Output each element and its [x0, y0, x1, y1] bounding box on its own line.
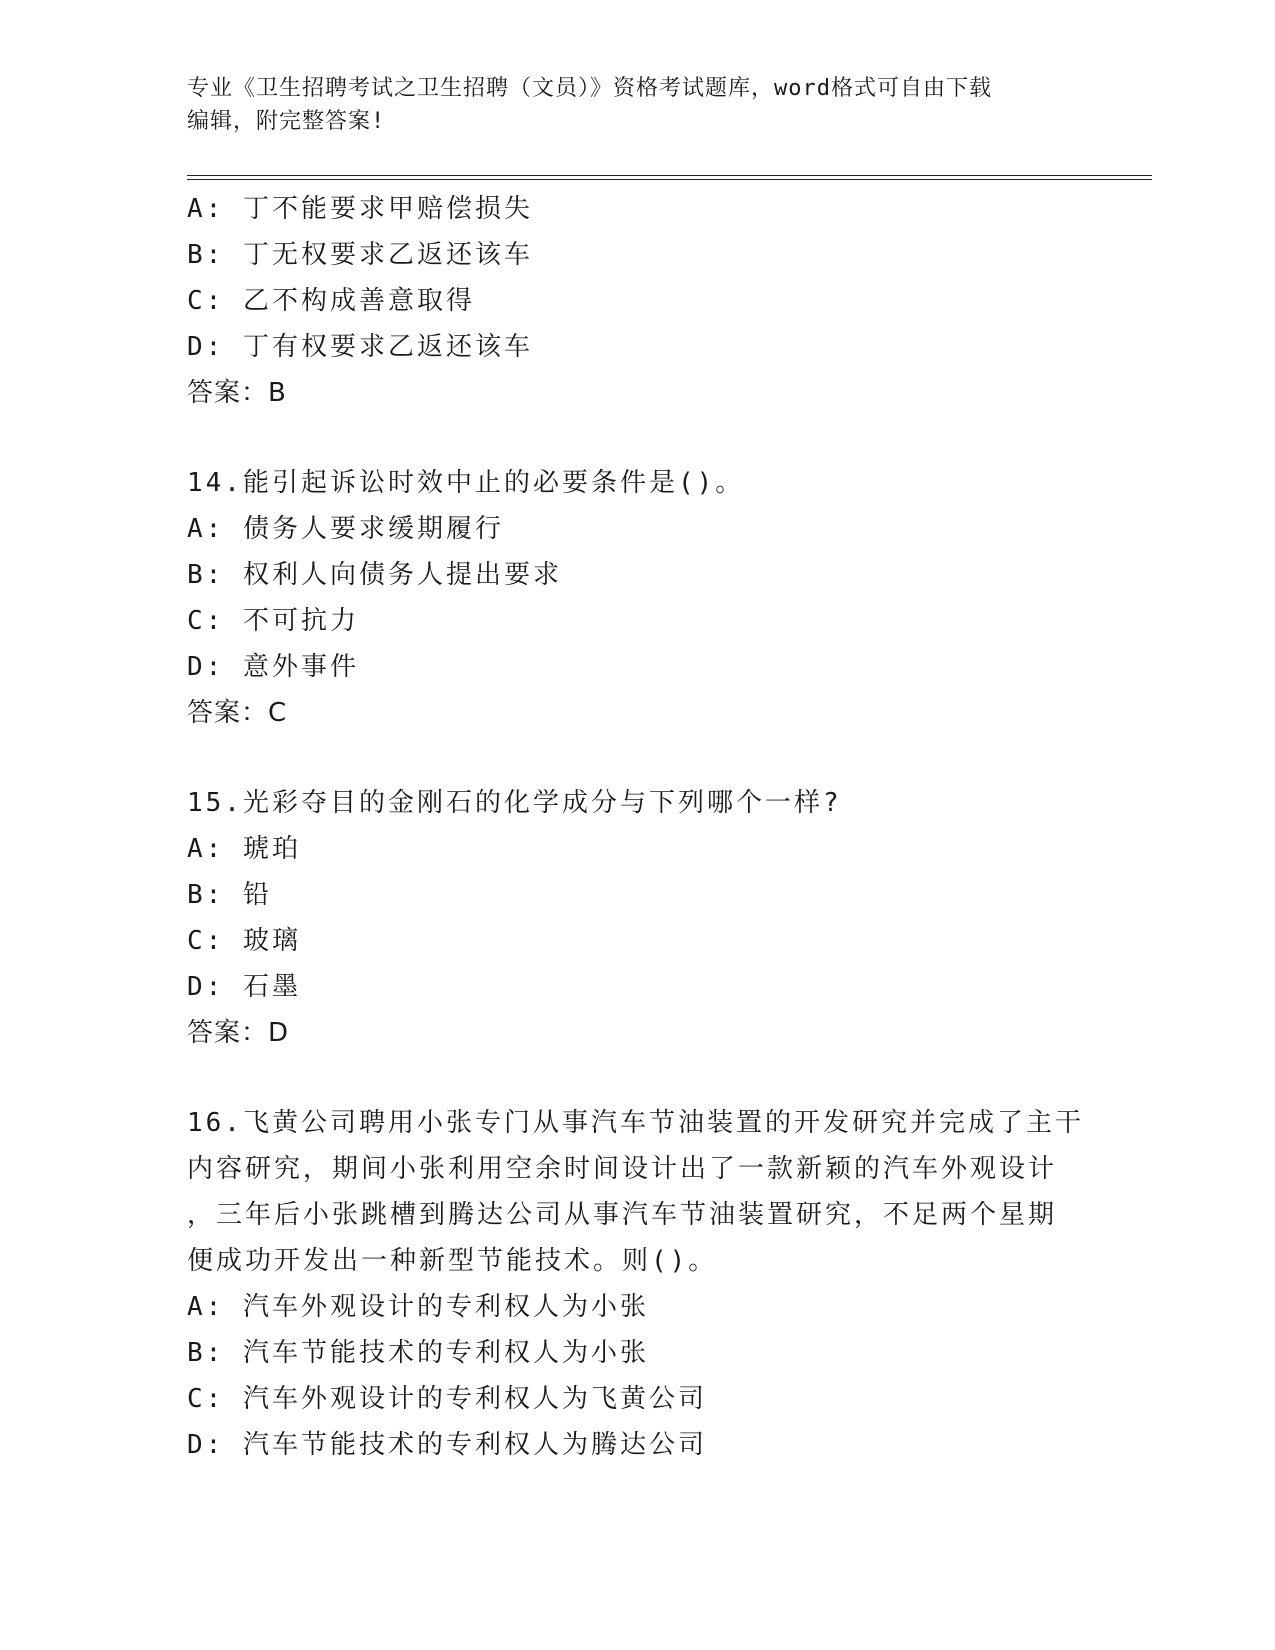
option-d: D: 石墨	[187, 972, 301, 1002]
header-line-1: 专业《卫生招聘考试之卫生招聘（文员）》资格考试题库，word格式可自由下载	[187, 76, 992, 101]
header-divider	[187, 175, 1152, 180]
question-16	[187, 1100, 1087, 1468]
option-d: D: 丁有权要求乙返还该车	[187, 332, 533, 362]
option-a: A: 债务人要求缓期履行	[187, 514, 504, 544]
option-c: C: 汽车外观设计的专利权人为飞黄公司	[187, 1384, 707, 1414]
question-14	[187, 460, 1087, 736]
question-list	[187, 186, 1087, 1468]
option-c: C: 不可抗力	[187, 606, 359, 636]
option-b: B: 权利人向债务人提出要求	[187, 560, 562, 590]
question-text-line: 16.飞黄公司聘用小张专门从事汽车节油装置的开发研究并完成了主干	[187, 1108, 1084, 1138]
question-13-continued	[187, 186, 1087, 416]
option-b: B: 丁无权要求乙返还该车	[187, 240, 533, 270]
option-c: C: 乙不构成善意取得	[187, 286, 475, 316]
question-15	[187, 780, 1087, 1056]
answer-label: 答案：C	[187, 698, 288, 728]
question-text: 14.能引起诉讼时效中止的必要条件是()。	[187, 468, 745, 498]
document-header	[187, 72, 1067, 138]
option-b: B: 铅	[187, 880, 272, 910]
question-text: 15.光彩夺目的金刚石的化学成分与下列哪个一样?	[187, 788, 842, 818]
option-d: D: 汽车节能技术的专利权人为腾达公司	[187, 1430, 707, 1460]
option-a: A: 丁不能要求甲赔偿损失	[187, 194, 533, 224]
option-a: A: 琥珀	[187, 834, 301, 864]
answer-label: 答案：B	[187, 378, 287, 408]
option-a: A: 汽车外观设计的专利权人为小张	[187, 1292, 649, 1322]
question-text-line: 内容研究，期间小张利用空余时间设计出了一款新颖的汽车外观设计	[187, 1154, 1058, 1184]
option-c: C: 玻璃	[187, 926, 301, 956]
header-line-2: 编辑，附完整答案!	[187, 109, 386, 134]
option-d: D: 意外事件	[187, 652, 359, 682]
answer-label: 答案：D	[187, 1018, 290, 1048]
option-b: B: 汽车节能技术的专利权人为小张	[187, 1338, 649, 1368]
question-text-line: ，三年后小张跳槽到腾达公司从事汽车节油装置研究，不足两个星期	[187, 1200, 1058, 1230]
question-text-line: 便成功开发出一种新型节能技术。则()。	[187, 1246, 718, 1276]
